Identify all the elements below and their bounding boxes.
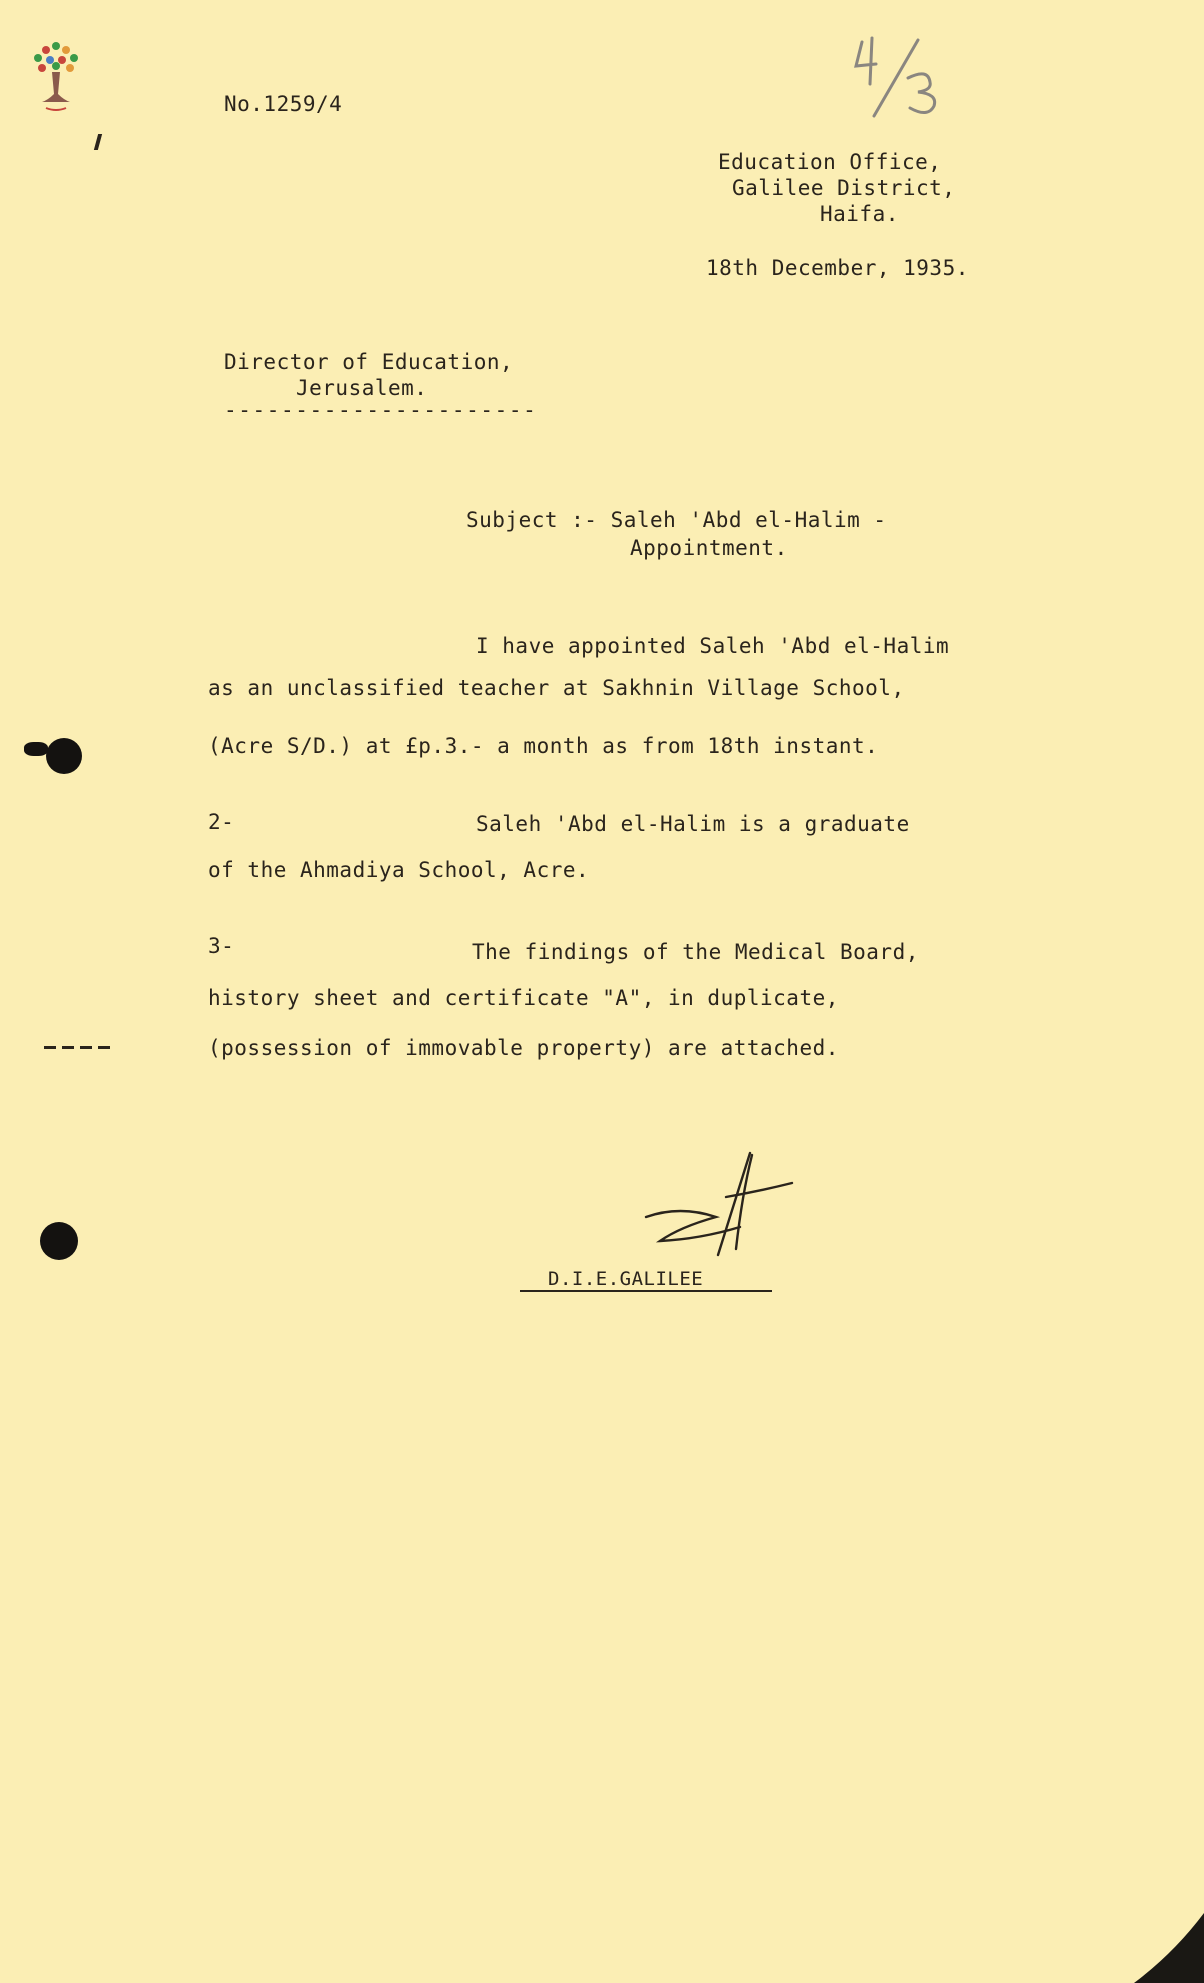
subject-line-2: Appointment. — [630, 536, 788, 560]
paragraph-2-line-2: of the Ahmadiya School, Acre. — [208, 858, 590, 882]
signatory-title: D.I.E.GALILEE — [548, 1268, 704, 1290]
office-line-3: Haifa. — [820, 202, 899, 226]
handwritten-folio-mark — [848, 32, 958, 122]
letter-date: 18th December, 1935. — [706, 256, 969, 280]
margin-dash-mark — [44, 1046, 116, 1049]
paragraph-3-line-1: The findings of the Medical Board, — [472, 940, 919, 964]
office-line-2: Galilee District, — [732, 176, 956, 200]
handwritten-signature — [640, 1145, 800, 1260]
corner-shadow — [1134, 1913, 1204, 1983]
punch-hole-smudge — [24, 742, 48, 756]
paragraph-3-number: 3- — [208, 934, 235, 958]
ink-tick-mark — [94, 134, 102, 150]
paragraph-1-line-2: as an unclassified teacher at Sakhnin Village School, — [208, 676, 905, 700]
paragraph-1-line-3: (Acre S/D.) at £p.3.- a month as from 18th instant. — [208, 734, 879, 758]
addressee-line-1: Director of Education, — [224, 350, 514, 374]
paragraph-2-line-1: Saleh 'Abd el-Halim is a graduate — [476, 812, 910, 836]
addressee-rule: ---------------------- — [224, 398, 538, 422]
office-line-1: Education Office, — [718, 150, 942, 174]
reference-number: No.1259/4 — [224, 92, 343, 116]
paragraph-2-number: 2- — [208, 810, 235, 834]
paragraph-1-line-1: I have appointed Saleh 'Abd el-Halim — [476, 634, 950, 658]
archive-tree-logo — [28, 36, 84, 116]
signatory-underline — [520, 1290, 772, 1292]
punch-hole-bottom — [40, 1222, 78, 1260]
paragraph-3-line-2: history sheet and certificate "A", in duplicate, — [208, 986, 839, 1010]
addressee-line-2: Jerusalem. — [296, 376, 428, 400]
punch-hole-top — [46, 738, 82, 774]
subject-line-1: Subject :- Saleh 'Abd el-Halim - — [466, 508, 887, 532]
paragraph-3-line-3: (possession of immovable property) are attached. — [208, 1036, 839, 1060]
